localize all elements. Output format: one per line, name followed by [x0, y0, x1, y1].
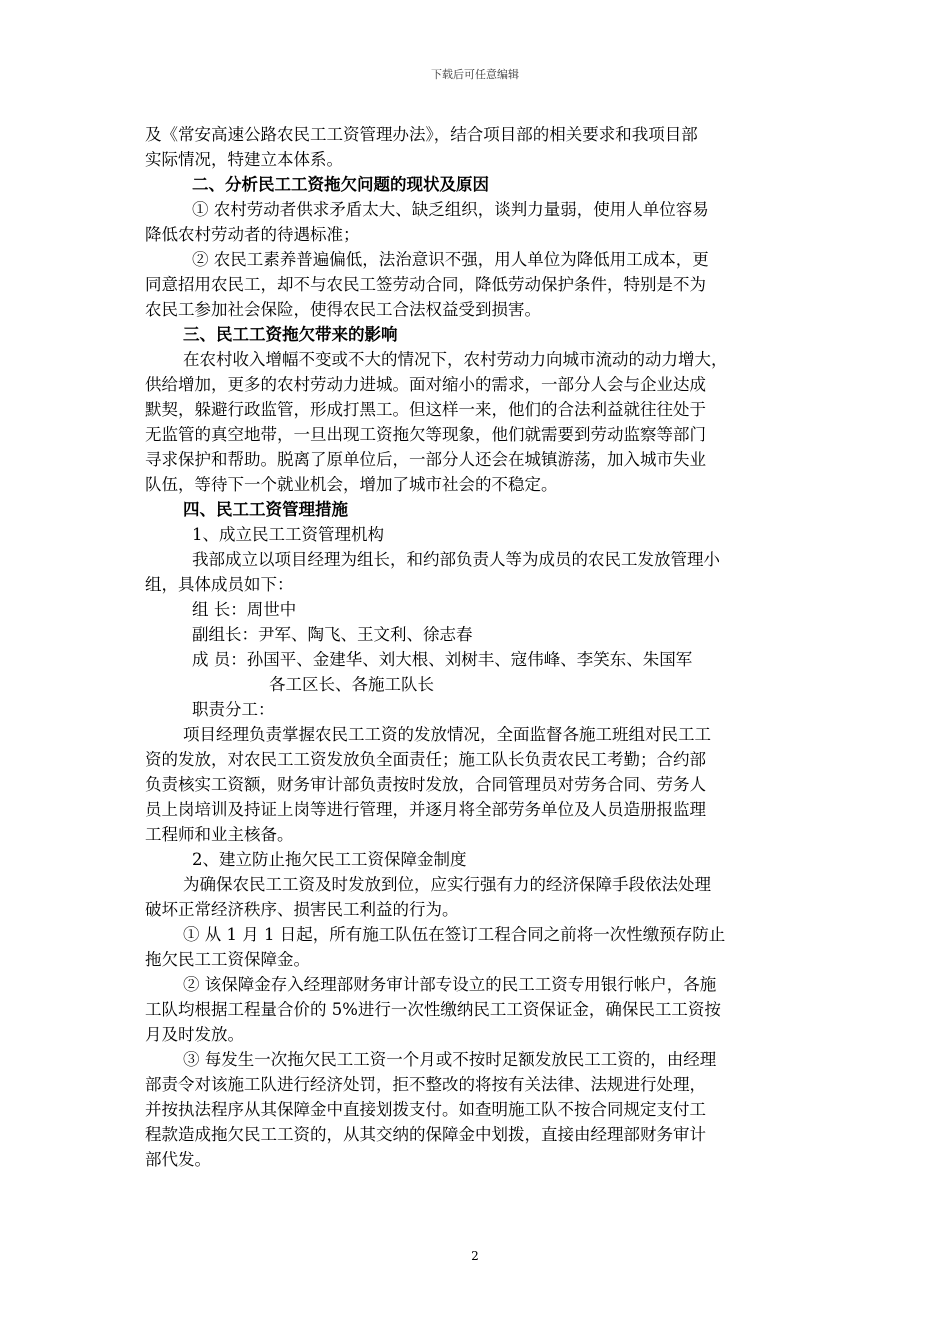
text-line: 项目经理负责掌握农民工工资的发放情况，全面监督各施工班组对民工工: [183, 725, 711, 744]
section-heading: 四、民工工资管理措施: [183, 500, 348, 519]
text-line: 组，具体成员如下：: [145, 575, 294, 594]
text-line: ② 该保障金存入经理部财务审计部专设立的民工工资专用银行帐户，各施: [183, 975, 717, 994]
text-line: 各工区长、各施工队长: [269, 675, 434, 694]
section-heading: 三、民工工资拖欠带来的影响: [183, 325, 398, 344]
text-line: 同意招用农民工，却不与农民工签劳动合同，降低劳动保护条件，特别是不为: [145, 275, 706, 294]
text-line: 1、成立民工工资管理机构: [192, 525, 384, 544]
text-line: 无监管的真空地带，一旦出现工资拖欠等现象，他们就需要到劳动监察等部门: [145, 425, 706, 444]
text-line: 及《常安高速公路农民工工资管理办法》，结合项目部的相关要求和我项目部: [145, 125, 698, 144]
text-line: 2、建立防止拖欠民工工资保障金制度: [192, 850, 467, 869]
text-line: ③ 每发生一次拖欠民工工资一个月或不按时足额发放民工工资的，由经理: [183, 1050, 717, 1069]
text-line: 队伍，等待下一个就业机会，增加了城市社会的不稳定。: [145, 475, 558, 494]
text-line: 默契，躲避行政监管，形成打黑工。但这样一来，他们的合法利益就往往处于: [145, 400, 706, 419]
text-line: 员上岗培训及持证上岗等进行管理，并逐月将全部劳务单位及人员造册报监理: [145, 800, 706, 819]
text-line: 部代发。: [145, 1150, 211, 1169]
page-number: 2: [471, 1249, 479, 1263]
text-line: 供给增加，更多的农村劳动力进城。面对缩小的需求，一部分人会与企业达成: [145, 375, 706, 394]
section-heading: 二、分析民工工资拖欠问题的现状及原因: [192, 175, 489, 194]
text-line: 成 员：孙国平、金建华、刘大根、刘树丰、寇伟峰、李笑东、朱国军: [192, 650, 693, 669]
text-line: 我部成立以项目经理为组长，和约部负责人等为成员的农民工发放管理小: [192, 550, 720, 569]
text-line: 降低农村劳动者的待遇标准；: [145, 225, 360, 244]
text-line: 在农村收入增幅不变或不大的情况下，农村劳动力向城市流动的动力增大，: [183, 350, 728, 369]
text-line: ② 农民工素养普遍偏低，法治意识不强，用人单位为降低用工成本，更: [192, 250, 709, 269]
text-line: 寻求保护和帮助。脱离了原单位后，一部分人还会在城镇游荡，加入城市失业: [145, 450, 706, 469]
text-line: 部责令对该施工队进行经济处罚，拒不整改的将按有关法律、法规进行处理，: [145, 1075, 706, 1094]
text-line: 实际情况，特建立本体系。: [145, 150, 343, 169]
text-line: 农民工参加社会保险，使得农民工合法权益受到损害。: [145, 300, 541, 319]
text-line: 拖欠民工工资保障金。: [145, 950, 310, 969]
text-line: 负责核实工资额，财务审计部负责按时发放，合同管理员对劳务合同、劳务人: [145, 775, 706, 794]
text-line: 程款造成拖欠民工工资的，从其交纳的保障金中划拨，直接由经理部财务审计: [145, 1125, 706, 1144]
text-line: 并按执法程序从其保障金中直接划拨支付。如查明施工队不按合同规定支付工: [145, 1100, 706, 1119]
text-line: 月及时发放。: [145, 1025, 244, 1044]
text-line: 工程师和业主核备。: [145, 825, 294, 844]
page-header: 下载后可任意编辑: [431, 68, 519, 81]
document-body: [145, 122, 815, 1172]
text-line: 组 长：周世中: [192, 600, 297, 619]
text-line: 副组长：尹军、陶飞、王文利、徐志春: [192, 625, 473, 644]
text-line: 工队均根据工程量合价的 5%进行一次性缴纳民工工资保证金，确保民工工资按: [145, 1000, 721, 1019]
text-line: 破坏正常经济秩序、损害民工利益的行为。: [145, 900, 459, 919]
text-line: ① 从 1 月 1 日起，所有施工队伍在签订工程合同之前将一次性缴预存防止: [183, 925, 726, 944]
text-line: ① 农村劳动者供求矛盾太大、缺乏组织，谈判力量弱，使用人单位容易: [192, 200, 709, 219]
text-line: 资的发放，对农民工工资发放负全面责任；施工队长负责农民工考勤；合约部: [145, 750, 706, 769]
text-line: 为确保农民工工资及时发放到位，应实行强有力的经济保障手段依法处理: [183, 875, 711, 894]
text-line: 职责分工：: [192, 700, 275, 719]
